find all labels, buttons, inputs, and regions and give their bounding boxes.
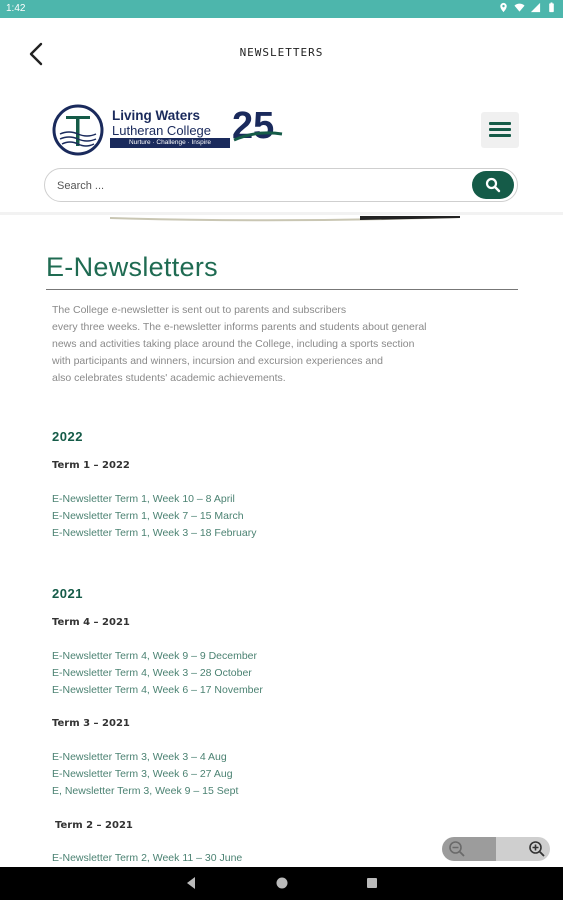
intro-line: news and activities taking place around the College, including a sports section	[52, 338, 415, 350]
title-divider	[46, 289, 518, 290]
nav-back-icon[interactable]	[184, 876, 198, 890]
term-heading: Term 3 – 2021	[52, 718, 130, 729]
zoom-in-button[interactable]	[496, 837, 550, 861]
hamburger-icon	[489, 122, 511, 125]
intro-line: with participants and winners, incursion and excursion experiences and	[52, 355, 383, 367]
term-heading: Term 4 – 2021	[52, 617, 130, 628]
newsletter-link[interactable]: E, Newsletter Term 3, Week 9 – 15 Sept	[52, 785, 239, 797]
intro-line: every three weeks. The e-newsletter informs parents and students about general	[52, 321, 427, 333]
anniversary-badge-icon	[230, 100, 284, 154]
logo-tagline: Nurture · Challenge · Inspire	[110, 138, 230, 148]
main-content	[46, 252, 518, 864]
banner-divider	[0, 212, 563, 224]
search-icon	[485, 177, 501, 193]
crest-icon	[52, 104, 104, 156]
search-input[interactable]	[55, 176, 459, 196]
hamburger-icon-bar	[489, 128, 511, 131]
intro-line: The College e-newsletter is sent out to parents and subscribers	[52, 304, 347, 316]
page-title: E-Newsletters	[46, 252, 218, 282]
intro-line: also celebrates students' academic achievements.	[52, 372, 286, 384]
newsletter-link[interactable]: E-Newsletter Term 4, Week 3 – 28 October	[52, 667, 252, 679]
status-bar	[0, 0, 563, 18]
year-heading-2021: 2021	[52, 586, 83, 601]
anniversary-number: 25	[232, 105, 275, 147]
zoom-out-button[interactable]	[442, 837, 496, 861]
zoom-in-icon	[528, 840, 546, 858]
year-heading-2022: 2022	[52, 429, 83, 444]
college-logo[interactable]	[52, 100, 284, 160]
menu-button[interactable]	[481, 112, 519, 148]
system-nav-bar	[0, 867, 563, 900]
hamburger-icon-bar	[489, 134, 511, 137]
term-heading: Term 1 – 2022	[52, 460, 130, 471]
intro-paragraph	[52, 302, 492, 387]
logo-name-line2: Lutheran College	[112, 123, 212, 138]
battery-icon	[546, 2, 557, 13]
newsletter-link[interactable]: E-Newsletter Term 3, Week 3 – 4 Aug	[52, 751, 227, 763]
nav-home-icon[interactable]	[275, 876, 289, 890]
zoom-controls	[442, 837, 550, 861]
status-time: 1:42	[6, 3, 26, 14]
nav-recents-icon[interactable]	[365, 876, 379, 890]
newsletter-link[interactable]: E-Newsletter Term 1, Week 7 – 15 March	[52, 510, 244, 522]
app-title: NEWSLETTERS	[239, 46, 324, 59]
app-bar	[0, 18, 563, 90]
status-icons	[498, 2, 557, 13]
newsletter-link[interactable]: E-Newsletter Term 4, Week 6 – 17 November	[52, 684, 263, 696]
wifi-icon	[514, 2, 525, 13]
logo-name-line1: Living Waters	[112, 108, 201, 123]
location-icon	[498, 2, 509, 13]
newsletter-link[interactable]: E-Newsletter Term 3, Week 6 – 27 Aug	[52, 768, 233, 780]
newsletter-link[interactable]: E-Newsletter Term 1, Week 10 – 8 April	[52, 493, 235, 505]
newsletter-link[interactable]: E-Newsletter Term 2, Week 11 – 30 June	[52, 852, 243, 864]
search-bar	[44, 168, 518, 202]
newsletter-link[interactable]: E-Newsletter Term 4, Week 9 – 9 December	[52, 650, 258, 662]
search-button[interactable]	[472, 171, 514, 199]
zoom-out-icon	[448, 840, 466, 858]
signal-icon	[530, 2, 541, 13]
term-heading: Term 2 – 2021	[55, 820, 133, 831]
newsletter-link[interactable]: E-Newsletter Term 1, Week 3 – 18 February	[52, 527, 257, 539]
